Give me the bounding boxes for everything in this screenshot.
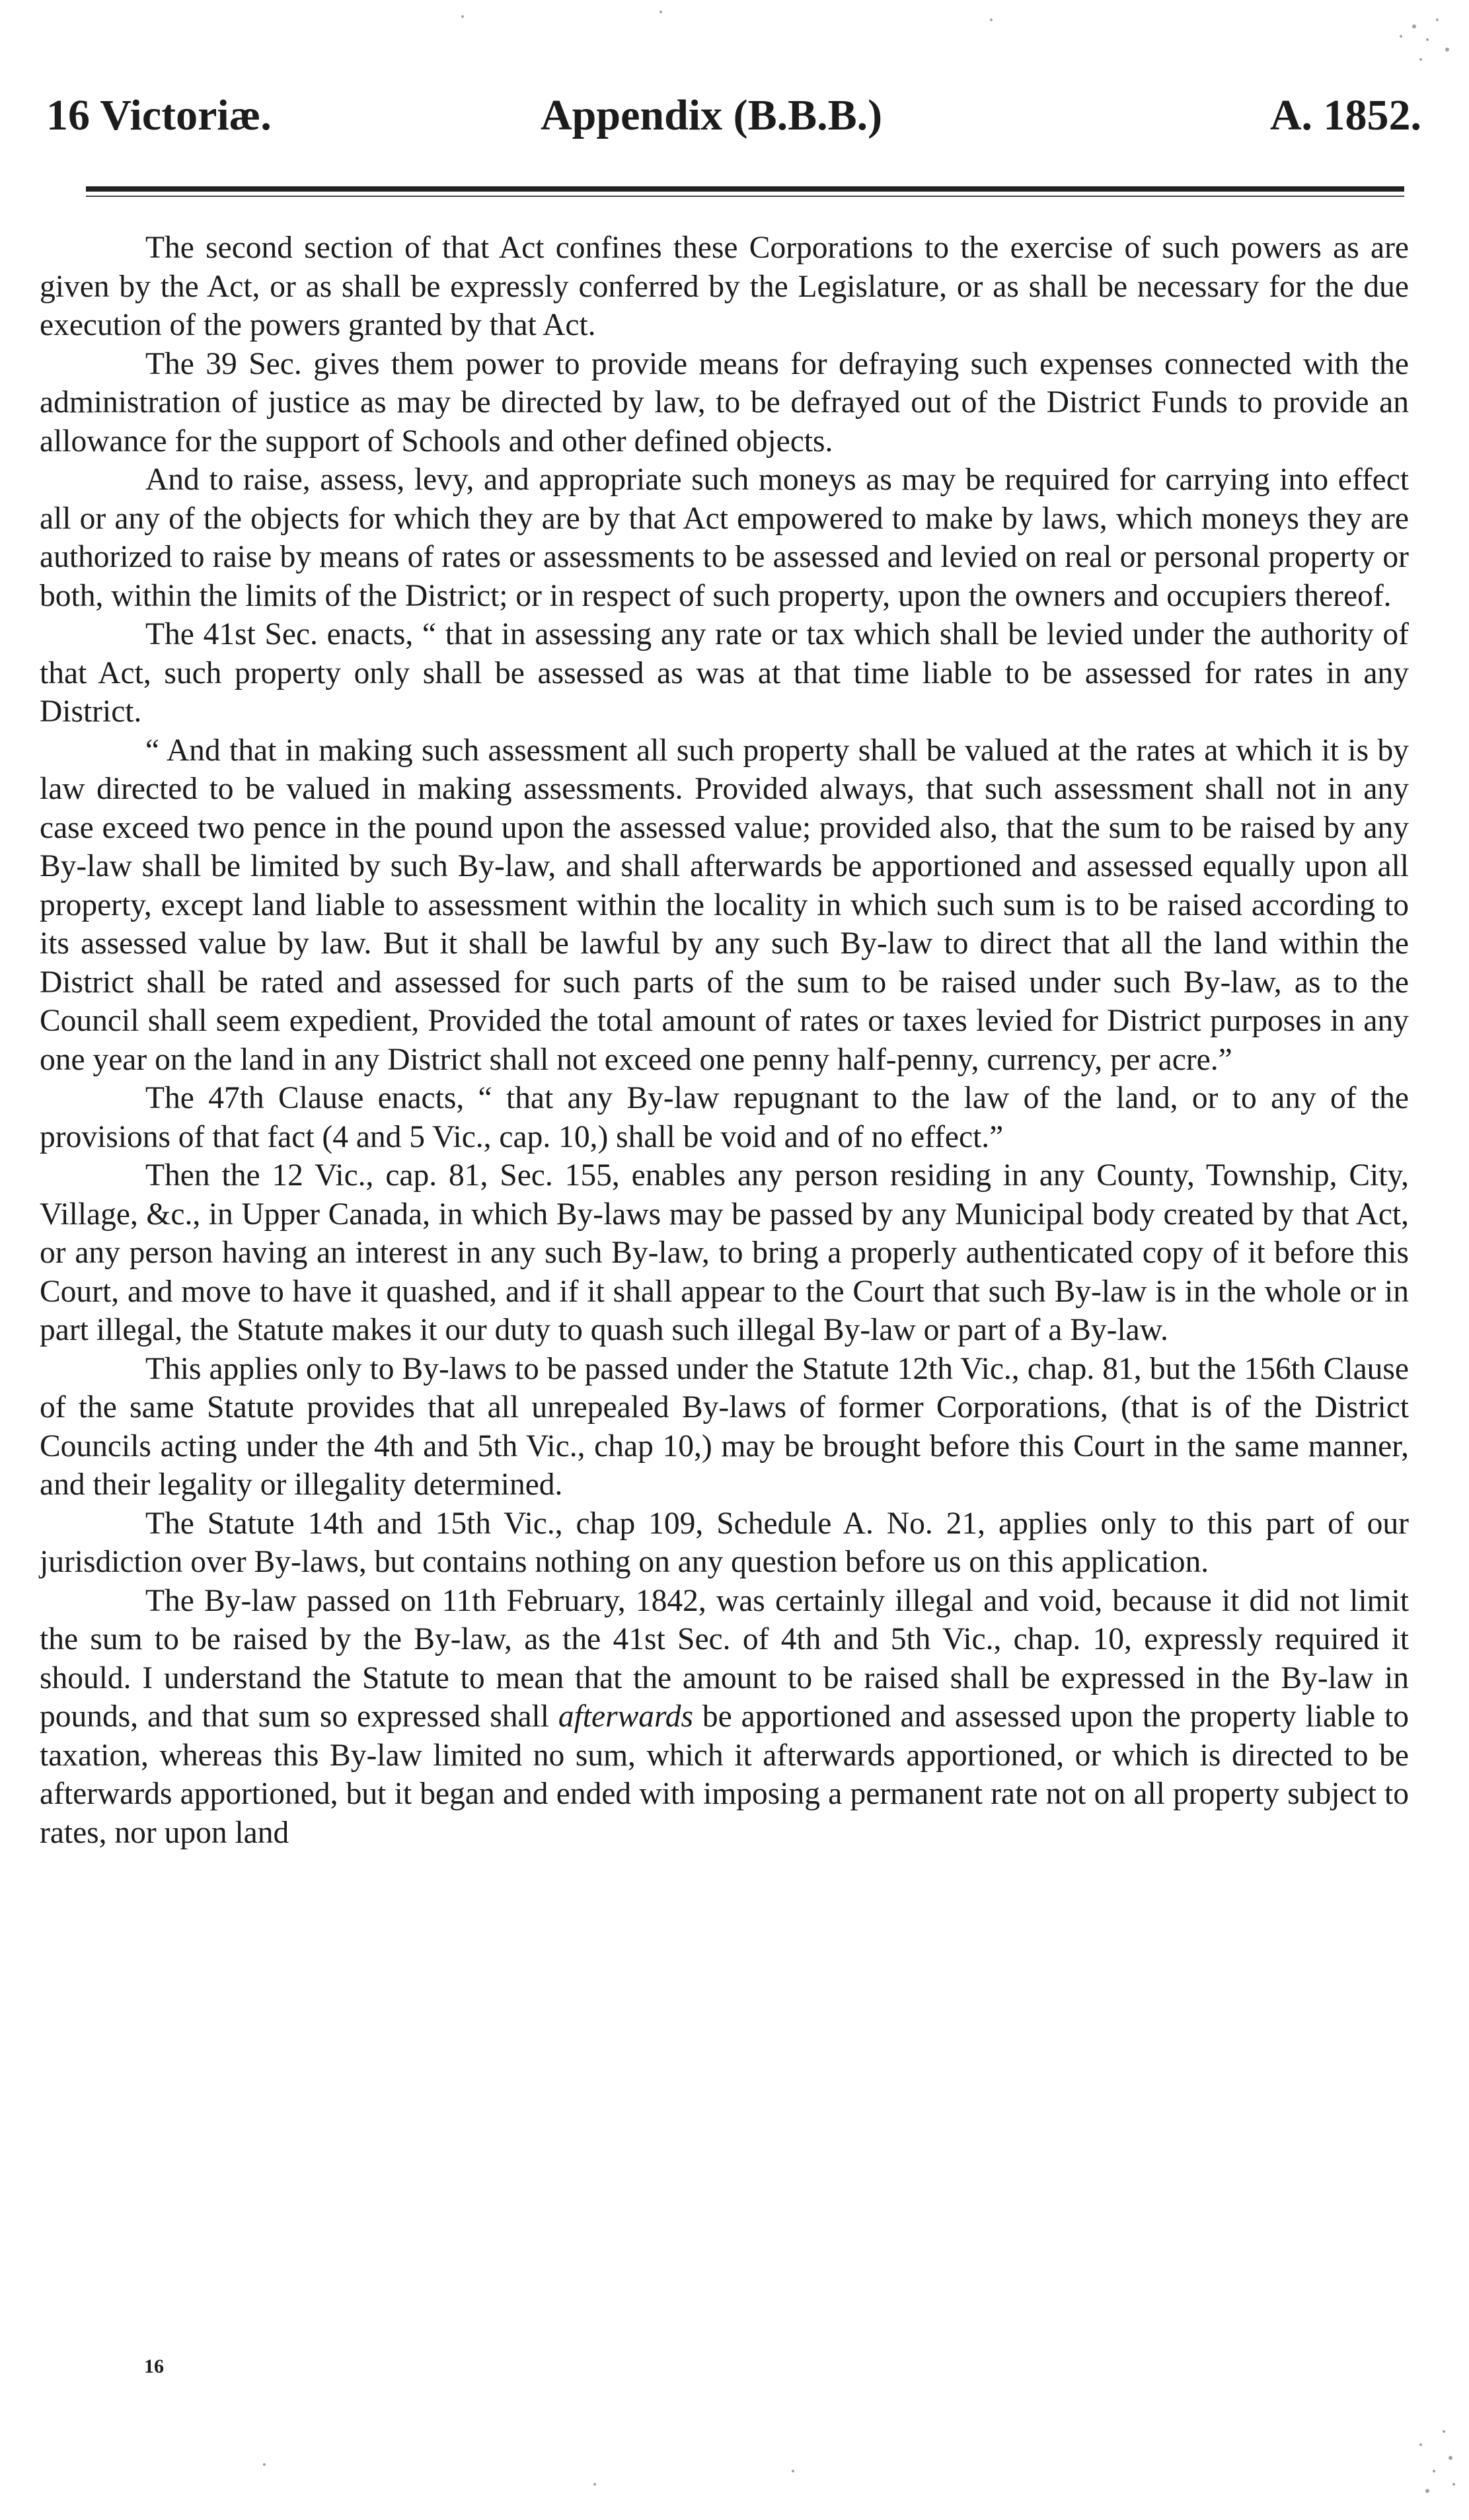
- text-run: The By-law passed on 11th February, 1842, was certainly illegal and void, because it did not limit the sum to be raised by the By-law, as the 41st Sec. of 4th and 5th Vic., chap. 10, expressly required it should. I understand the Statute to mean that the amount to be raised shall be expressed in the By-law in pounds, and that sum so expressed shall: [40, 1583, 1409, 1734]
- paragraph: “ And that in making such assessment all such property shall be valued at the rates at which it is by law directed to be valued in making assessments. Provided always, that such assessment shall not in any case exceed two pence in the pound upon the assessed value; provided also, that the sum to be raised by any By-law shall be limited by such By-law, and shall afterwards be apportioned and assessed equally upon all property, except land liable to assessment within the locality in which such sum is to be raised according to its assessed value by law. But it shall be lawful by any such By-law to direct that all the land within the District shall be rated and assessed for such parts of the sum to be raised under such By-law, as to the Council shall seem expedient, Provided the total amount of rates or taxes levied for District purposes in any one year on the land in any District shall not exceed one penny half-penny, currency, per acre.”: [40, 733, 1409, 1077]
- paragraph: And to raise, assess, levy, and appropriate such moneys as may be required for carrying into effect all or any of the objects for which they are by that Act empowered to make by laws, which moneys they are authorized to raise by means of rates or assessments to be assessed and levied on real or personal property or both, within the limits of the District; or in respect of such property, upon the owners and occupiers thereof.: [40, 463, 1409, 613]
- header-rule-thin: [86, 196, 1404, 197]
- page-signature: 16: [144, 2355, 164, 2377]
- paragraph-last: [40, 1582, 1409, 1853]
- italic-word: afterwards: [558, 1699, 693, 1734]
- paragraph: This applies only to By-laws to be passed under the Statute 12th Vic., chap. 81, but the 156th Clause of the same Statute provides that all unrepealed By-laws of former Corporations, (that is of the District Councils acting under the 4th and 5th Vic., chap 10,) may be brought before this Court in the same manner, and their legality or illegality determined.: [40, 1351, 1409, 1502]
- text-run: be apportioned and assessed upon the property liable to taxation, whereas this By-law limited no sum, which it afterwards apportioned, or which is directed to be afterwards apportioned, but it began and ended with imposing a permanent rate not on all property subject to rates, nor upon land: [40, 1699, 1409, 1850]
- body-text: [40, 229, 1409, 1852]
- paragraph: The 41st Sec. enacts, “ that in assessing any rate or tax which shall be levied under the authority of that Act, such property only shall be assessed as was at that time liable to be assessed for rates in any District.: [40, 617, 1409, 729]
- paragraph: The 39 Sec. gives them power to provide means for defraying such expenses connected with the administration of justice as may be directed by law, to be defrayed out of the District Funds to provide an allowance for the support of Schools and other defined objects.: [40, 346, 1409, 459]
- header-appendix: Appendix (B.B.B.): [541, 91, 883, 139]
- paragraph: The second section of that Act confines these Corporations to the exercise of such powers as are given by the Act, or as shall be expressly conferred by the Legislature, or as shall be necessary for the due execution of the powers granted by that Act.: [40, 231, 1409, 342]
- header-rule: [86, 186, 1404, 192]
- header-session: 16 Victoriæ.: [46, 91, 272, 139]
- header-year: A. 1852.: [1269, 91, 1421, 139]
- paragraph: The 47th Clause enacts, “ that any By-law repugnant to the law of the land, or to any of the provisions of that fact (4 and 5 Vic., cap. 10,) shall be void and of no effect.”: [40, 1081, 1409, 1154]
- paragraph: Then the 12 Vic., cap. 81, Sec. 155, enables any person residing in any County, Township, City, Village, &c., in Upper Canada, in which By-laws may be passed by any Municipal body created by that Act, or any person having an interest in any such By-law, to bring a properly authenticated copy of it before this Court, and move to have it quashed, and if it shall appear to the Court that such By-law is in the whole or in part illegal, the Statute makes it our duty to quash such illegal By-law or part of a By-law.: [40, 1158, 1409, 1347]
- running-header: [46, 86, 1421, 145]
- paragraph: The Statute 14th and 15th Vic., chap 109, Schedule A. No. 21, applies only to this part of our jurisdiction over By-laws, but contains nothing on any question before us on this application.: [40, 1506, 1409, 1579]
